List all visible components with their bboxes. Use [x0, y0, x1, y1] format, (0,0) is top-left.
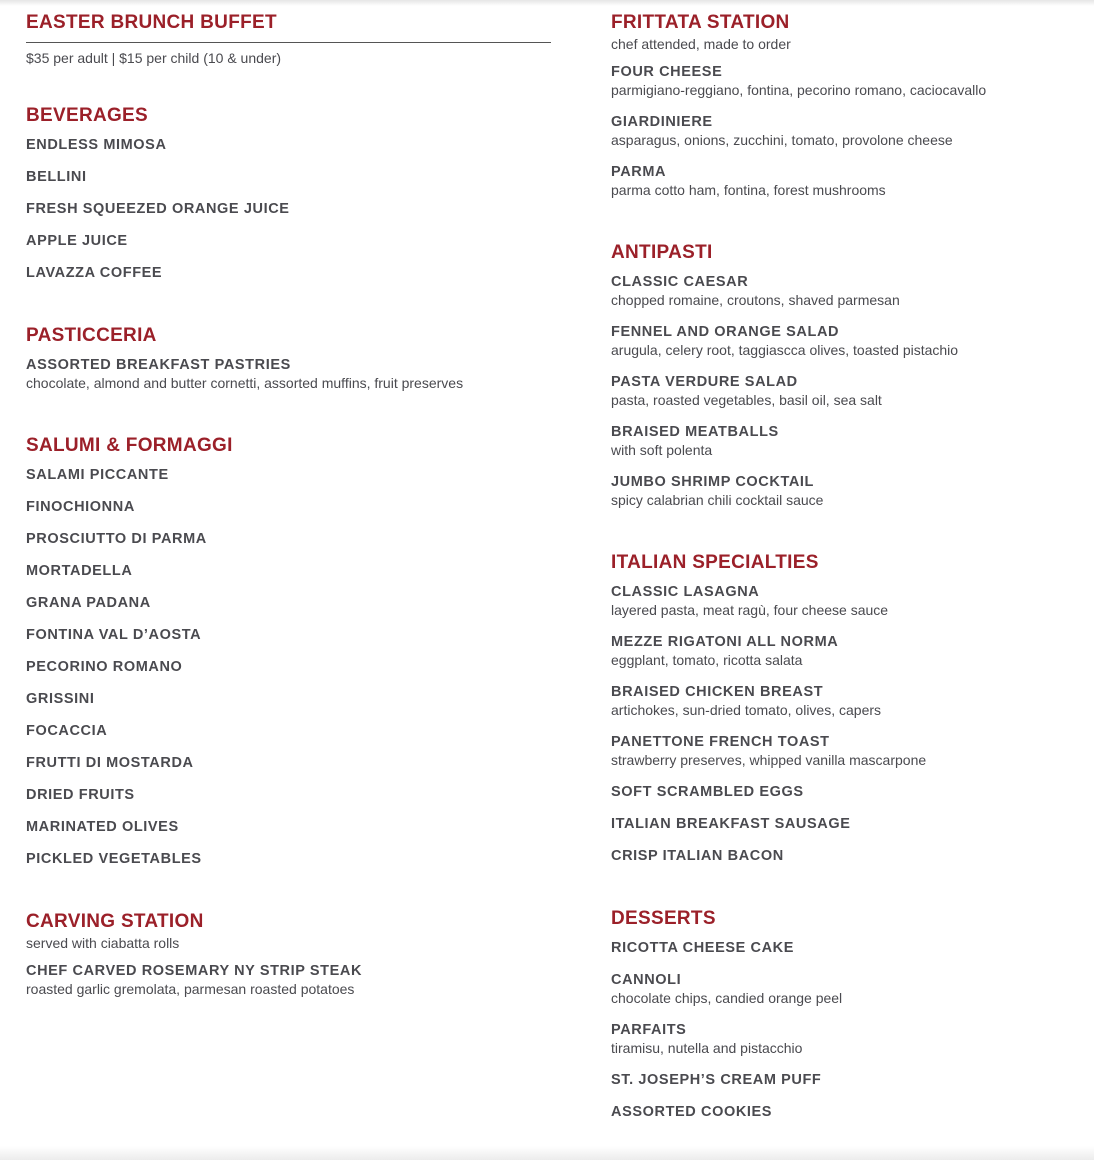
menu-item-name: PARMA: [611, 164, 667, 180]
menu-item: [611, 273, 1071, 309]
menu-section-antipasti: [611, 241, 1071, 509]
menu-item: [611, 971, 1071, 1007]
menu-item: [611, 815, 1071, 833]
menu-item: [26, 754, 551, 772]
menu-item-name: ITALIAN BREAKFAST SAUSAGE: [611, 816, 851, 832]
menu-item: [26, 658, 551, 676]
section-title: BEVERAGES: [26, 105, 149, 126]
menu-item-name: ENDLESS MIMOSA: [26, 137, 167, 153]
menu-item-description: chocolate chips, candied orange peel: [611, 990, 843, 1006]
menu-item: [611, 1071, 1071, 1089]
menu-item: [611, 373, 1071, 409]
menu-item-name: BRAISED CHICKEN BREAST: [611, 684, 824, 700]
right-sections: [611, 11, 1071, 1121]
menu-item-name: LAVAZZA COFFEE: [26, 265, 163, 281]
menu-item-name: JUMBO SHRIMP COCKTAIL: [611, 474, 814, 490]
menu-item: [26, 264, 551, 282]
menu-item-name: CLASSIC CAESAR: [611, 274, 749, 290]
section-title: ITALIAN SPECIALTIES: [611, 552, 819, 573]
menu-item: [26, 690, 551, 708]
menu-item-name: RICOTTA CHEESE CAKE: [611, 940, 794, 956]
menu-item-name: BRAISED MEATBALLS: [611, 424, 779, 440]
menu-item: [26, 136, 551, 154]
menu-item: [611, 733, 1071, 769]
menu-item-list: [611, 583, 1071, 865]
header-divider: [26, 42, 551, 43]
menu-item: [26, 498, 551, 516]
menu-item-name: CHEF CARVED ROSEMARY NY STRIP STEAK: [26, 963, 363, 979]
menu-section-salumi-formaggi: [26, 434, 551, 868]
menu-item: [26, 356, 551, 392]
menu-item-name: PARFAITS: [611, 1022, 687, 1038]
menu-item: [26, 962, 551, 998]
menu-header: [26, 11, 551, 67]
menu-item: [611, 1103, 1071, 1121]
menu-item-name: PANETTONE FRENCH TOAST: [611, 734, 830, 750]
menu-item-name: FONTINA VAL D’AOSTA: [26, 627, 202, 643]
menu-item-description: spicy calabrian chili cocktail sauce: [611, 492, 824, 508]
menu-item-name: ASSORTED COOKIES: [611, 1104, 773, 1120]
menu-item-name: ASSORTED BREAKFAST PASTRIES: [26, 357, 291, 373]
menu-item-name: CRISP ITALIAN BACON: [611, 848, 784, 864]
right-column: [611, 11, 1071, 1121]
menu-item-description: roasted garlic gremolata, parmesan roasted potatoes: [26, 981, 355, 997]
section-subtitle: chef attended, made to order: [611, 36, 791, 52]
section-title: CARVING STATION: [26, 911, 204, 932]
menu-item: [611, 323, 1071, 359]
menu-item-name: FOCACCIA: [26, 723, 108, 739]
menu-item: [611, 847, 1071, 865]
section-title: FRITTATA STATION: [611, 12, 790, 33]
menu-section-beverages: [26, 104, 551, 282]
menu-item-name: DRIED FRUITS: [26, 787, 135, 803]
menu-item: [26, 200, 551, 218]
menu-item: [26, 232, 551, 250]
menu-item: [611, 63, 1071, 99]
menu-item-name: MEZZE RIGATONI ALL NORMA: [611, 634, 839, 650]
menu-section-carving-station: [26, 910, 551, 998]
menu-item-name: CANNOLI: [611, 972, 682, 988]
menu-item-name: PECORINO ROMANO: [26, 659, 183, 675]
menu-item: [611, 683, 1071, 719]
menu-item-name: FRUTTI DI MOSTARDA: [26, 755, 194, 771]
menu-item-name: APPLE JUICE: [26, 233, 128, 249]
menu-item: [26, 850, 551, 868]
section-subtitle: served with ciabatta rolls: [26, 935, 180, 951]
menu-item-name: MARINATED OLIVES: [26, 819, 179, 835]
menu-item: [611, 113, 1071, 149]
menu-item-name: PASTA VERDURE SALAD: [611, 374, 798, 390]
menu-item-name: SOFT SCRAMBLED EGGS: [611, 784, 804, 800]
section-title: DESSERTS: [611, 908, 716, 929]
menu-item: [26, 466, 551, 484]
menu-item: [26, 530, 551, 548]
menu-item: [611, 783, 1071, 801]
menu-item: [26, 168, 551, 186]
menu-item-name: GIARDINIERE: [611, 114, 713, 130]
menu-item-list: [26, 356, 551, 392]
menu-item-list: [611, 939, 1071, 1121]
menu-item-name: GRANA PADANA: [26, 595, 151, 611]
menu-item-description: parma cotto ham, fontina, forest mushrooms: [611, 182, 886, 198]
menu-item-name: FRESH SQUEEZED ORANGE JUICE: [26, 201, 290, 217]
menu-item: [611, 583, 1071, 619]
section-title: SALUMI & FORMAGGI: [26, 435, 233, 456]
menu-section-desserts: [611, 907, 1071, 1121]
menu-item-name: FINOCHIONNA: [26, 499, 135, 515]
menu-item-description: tiramisu, nutella and pistacchio: [611, 1040, 803, 1056]
menu-item-description: chopped romaine, croutons, shaved parmesan: [611, 292, 900, 308]
menu-item-name: ST. JOSEPH’S CREAM PUFF: [611, 1072, 822, 1088]
menu-item-description: parmigiano-reggiano, fontina, pecorino romano, caciocavallo: [611, 82, 987, 98]
menu-item: [611, 1021, 1071, 1057]
menu-item-description: chocolate, almond and butter cornetti, assorted muffins, fruit preserves: [26, 375, 464, 391]
menu-item: [611, 939, 1071, 957]
menu-item-name: PROSCIUTTO DI PARMA: [26, 531, 207, 547]
menu-item: [26, 626, 551, 644]
menu-item-name: MORTADELLA: [26, 563, 133, 579]
menu-item-name: CLASSIC LASAGNA: [611, 584, 760, 600]
menu-section-frittata-station: [611, 11, 1071, 199]
menu-item-list: [26, 136, 551, 282]
top-edge-shadow: [0, 0, 1094, 6]
menu-section-italian-specialties: [611, 551, 1071, 865]
menu-item: [611, 423, 1071, 459]
price-line: $35 per adult | $15 per child (10 & under): [26, 50, 282, 66]
menu-item-list: [26, 466, 551, 868]
menu-section-pasticceria: [26, 324, 551, 392]
menu-item-name: GRISSINI: [26, 691, 95, 707]
menu-item: [26, 818, 551, 836]
menu-item-list: [611, 273, 1071, 509]
menu-item-description: asparagus, onions, zucchini, tomato, provolone cheese: [611, 132, 953, 148]
left-column: [26, 11, 551, 998]
menu-item-description: eggplant, tomato, ricotta salata: [611, 652, 803, 668]
menu-item-name: PICKLED VEGETABLES: [26, 851, 202, 867]
menu-item-list: [26, 962, 551, 998]
menu-item: [26, 594, 551, 612]
menu-item: [26, 722, 551, 740]
menu-item-name: FOUR CHEESE: [611, 64, 723, 80]
section-title: PASTICCERIA: [26, 325, 157, 346]
menu-item-name: BELLINI: [26, 169, 87, 185]
bottom-edge-shadow: [0, 1146, 1094, 1160]
section-title: ANTIPASTI: [611, 242, 713, 263]
menu-item: [26, 786, 551, 804]
menu-item-description: layered pasta, meat ragù, four cheese sauce: [611, 602, 889, 618]
menu-item-list: [611, 63, 1071, 199]
menu-item-description: pasta, roasted vegetables, basil oil, sea salt: [611, 392, 882, 408]
page-title: EASTER BRUNCH BUFFET: [26, 12, 277, 33]
menu-item-description: with soft polenta: [611, 442, 713, 458]
menu-item-description: artichokes, sun-dried tomato, olives, capers: [611, 702, 882, 718]
menu-item: [26, 562, 551, 580]
menu-item: [611, 473, 1071, 509]
menu-item: [611, 633, 1071, 669]
menu-item: [611, 163, 1071, 199]
menu-item-name: SALAMI PICCANTE: [26, 467, 169, 483]
menu-item-description: strawberry preserves, whipped vanilla mascarpone: [611, 752, 927, 768]
menu-item-name: FENNEL AND ORANGE SALAD: [611, 324, 840, 340]
left-sections: [26, 104, 551, 998]
menu-item-description: arugula, celery root, taggiascca olives, toasted pistachio: [611, 342, 959, 358]
